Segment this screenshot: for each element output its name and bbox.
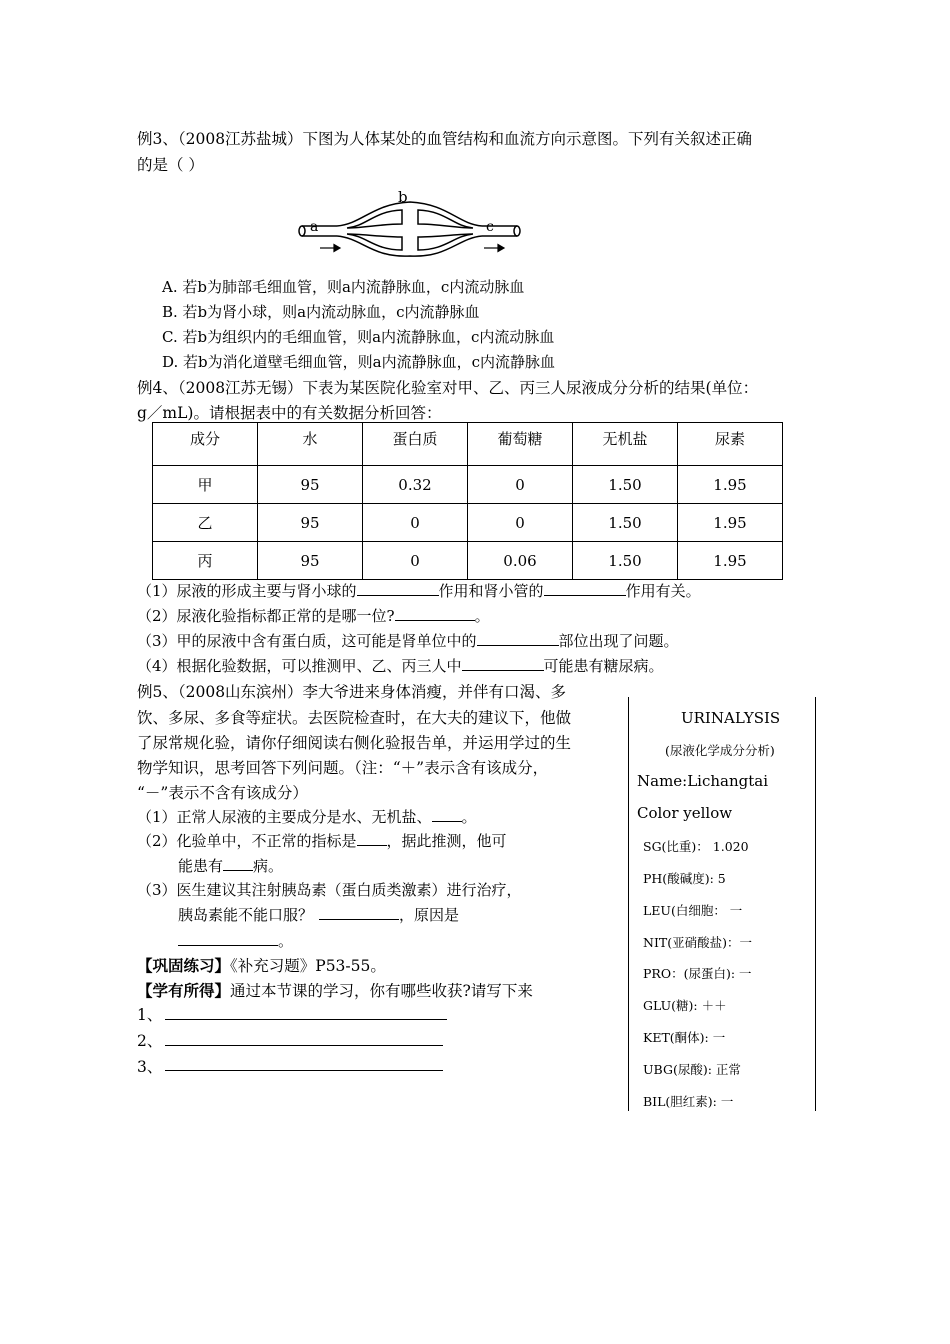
- table-cell: 丙: [153, 542, 258, 580]
- report-item-leu: LEU(白细胞： 一: [643, 903, 743, 918]
- gains-item-1: 1、: [137, 1006, 163, 1024]
- table-cell: 95: [258, 504, 363, 542]
- ex5-q2-blank1[interactable]: [357, 831, 387, 846]
- table-header-row: [153, 423, 783, 466]
- ex4-q3-text2: 部位出现了问题。: [558, 632, 679, 650]
- table-cell: 0: [468, 466, 573, 504]
- table-header-cell: 成分: [153, 423, 258, 466]
- ex3-option-c[interactable]: C. 若b为组织内的毛细血管，则a内流静脉血，c内流动脉血: [162, 328, 555, 346]
- practice-line: [137, 954, 386, 976]
- table-header-cell: 无机盐: [573, 423, 678, 466]
- report-patient-name: Name:Lichangtai: [637, 772, 769, 790]
- gains-text: 通过本节课的学习，你有哪些收获?请写下来: [230, 982, 533, 1000]
- ex3-question-line1: 例3、（2008江苏盐城）下图为人体某处的血管结构和血流方向示意图。下列有关叙述正确: [137, 130, 753, 148]
- ex5-q3-text4: 。: [278, 932, 294, 950]
- ex4-question-line1: 例4、（2008江苏无锡）下表为某医院化验室对甲、乙、丙三人尿液成分分析的结果(单位：: [137, 379, 759, 397]
- table-row: [153, 542, 783, 580]
- ex5-q3-cont: [178, 904, 459, 925]
- gains-line: [137, 979, 533, 1001]
- ex4-q4-blank[interactable]: [462, 656, 544, 671]
- report-item-ket: KET(酮体): 一: [643, 1030, 726, 1045]
- ex5-q1-text2: 。: [461, 808, 477, 826]
- gains-answer-line-1[interactable]: [165, 1019, 447, 1020]
- ex4-q2: [137, 605, 490, 626]
- ex5-q3-cont2: [178, 930, 293, 951]
- table-row: [153, 466, 783, 504]
- urinalysis-report: [628, 697, 816, 1111]
- label-a: a: [310, 219, 319, 235]
- ex5-q2: [137, 830, 507, 851]
- ex5-q2-cont: [178, 855, 283, 876]
- table-cell: 甲: [153, 466, 258, 504]
- ex3-option-d[interactable]: D. 若b为消化道壁毛细血管，则a内流静脉血，c内流静脉血: [162, 353, 555, 371]
- gains-item-2: 2、: [137, 1032, 163, 1050]
- ex5-q2-text: （2）化验单中，不正常的指标是: [137, 832, 357, 850]
- table-header-cell: 蛋白质: [363, 423, 468, 466]
- report-item-sg: SG(比重)： 1.020: [643, 839, 749, 854]
- ex5-q3-blank1[interactable]: [319, 905, 399, 920]
- report-title: URINALYSIS: [681, 709, 781, 727]
- table-cell: 1.95: [678, 504, 783, 542]
- ex4-q3-blank[interactable]: [477, 631, 559, 646]
- table-cell: 95: [258, 466, 363, 504]
- ex5-q1-text: （1）正常人尿液的主要成分是水、无机盐、: [137, 808, 432, 826]
- table-cell: 1.50: [573, 466, 678, 504]
- ex5-q2-text3: 能患有: [178, 857, 224, 875]
- ex3-option-b[interactable]: B. 若b为肾小球，则a内流动脉血，c内流静脉血: [162, 303, 480, 321]
- table-header-cell: 水: [258, 423, 363, 466]
- table-cell: 1.95: [678, 466, 783, 504]
- ex4-q1-blank2[interactable]: [544, 581, 626, 596]
- table-cell: 1.95: [678, 542, 783, 580]
- practice-label: 【巩固练习】: [137, 956, 231, 975]
- ex4-q4-text: （4）根据化验数据，可以推测甲、乙、丙三人中: [137, 657, 462, 675]
- ex4-q2-text: （2）尿液化验指标都正常的是哪一位?: [137, 607, 395, 625]
- label-b: b: [398, 188, 408, 206]
- ex5-q1: [137, 806, 477, 827]
- ex3-question-line2: 的是（ ）: [137, 156, 204, 174]
- report-subtitle: (尿液化学成分分析): [665, 743, 775, 758]
- ex4-q3: [137, 630, 679, 651]
- table-cell: 0: [363, 504, 468, 542]
- ex4-q2-blank[interactable]: [395, 606, 475, 621]
- ex5-q3: （3）医生建议其注射胰岛素（蛋白质类激素）进行治疗，: [137, 881, 522, 899]
- gains-item-3: 3、: [137, 1058, 163, 1076]
- ex5-q2-blank2[interactable]: [223, 856, 253, 871]
- report-item-glu: GLU(糖): ＋＋: [643, 998, 727, 1013]
- ex4-q1-blank1[interactable]: [357, 581, 439, 596]
- ex5-intro-line5: “－”表示不含有该成分）: [137, 784, 308, 802]
- table-cell: 95: [258, 542, 363, 580]
- ex5-intro-line1: 例5、（2008山东滨州）李大爷进来身体消瘦，并伴有口渴、多: [137, 683, 567, 701]
- report-item-nit: NIT(亚硝酸盐)：一: [643, 935, 752, 950]
- table-cell: 1.50: [573, 542, 678, 580]
- ex5-q1-blank[interactable]: [432, 807, 462, 822]
- label-c: c: [486, 219, 494, 235]
- report-item-ubg: UBG(尿酸): 正常: [643, 1062, 741, 1077]
- ex5-intro-line2: 饮、多尿、多食等症状。去医院检查时，在大夫的建议下，他做: [137, 709, 572, 727]
- table-header-cell: 葡萄糖: [468, 423, 573, 466]
- ex4-q4-text2: 可能患有糖尿病。: [543, 657, 664, 675]
- urine-analysis-table: [152, 422, 783, 580]
- ex5-q3-text3: ，原因是: [399, 906, 460, 924]
- report-item-ph: PH(酸碱度): 5: [643, 871, 726, 886]
- practice-text: 《补充习题》P53-55。: [230, 957, 386, 975]
- ex5-q3-blank2[interactable]: [178, 931, 278, 946]
- ex4-q1-text2: 作用和肾小管的: [438, 582, 544, 600]
- gains-answer-line-2[interactable]: [165, 1045, 443, 1046]
- ex5-q3-text2: 胰岛素能不能口服？: [178, 906, 314, 924]
- report-color: Color yellow: [637, 804, 733, 822]
- ex5-q2-text2: ，据此推测，他可: [386, 832, 507, 850]
- blood-vessel-diagram: [292, 186, 532, 258]
- ex5-intro-line3: 了尿常规化验，请你仔细阅读右侧化验报告单，并运用学过的生: [137, 734, 572, 752]
- ex3-option-a[interactable]: A. 若b为肺部毛细血管，则a内流静脉血，c内流动脉血: [162, 278, 525, 296]
- ex4-q2-text2: 。: [474, 607, 490, 625]
- gains-answer-line-3[interactable]: [165, 1070, 443, 1071]
- table-cell: 0.32: [363, 466, 468, 504]
- ex5-intro-line4: 物学知识，思考回答下列问题。（注：“＋”表示含有该成分，: [137, 759, 549, 777]
- report-item-pro: PRO：(尿蛋白): 一: [643, 966, 752, 981]
- table-row: [153, 504, 783, 542]
- table-cell: 0: [363, 542, 468, 580]
- ex4-question-line2: g／mL)。请根据表中的有关数据分析回答：: [137, 404, 442, 422]
- table-header-cell: 尿素: [678, 423, 783, 466]
- ex4-q1-text3: 作用有关。: [625, 582, 701, 600]
- ex4-q4: [137, 655, 664, 676]
- ex4-q3-text: （3）甲的尿液中含有蛋白质，这可能是肾单位中的: [137, 632, 477, 650]
- table-cell: 0: [468, 504, 573, 542]
- report-item-bil: BIL(胆红素): 一: [643, 1094, 734, 1109]
- ex4-q1: [137, 580, 701, 601]
- ex4-q1-text: （1）尿液的形成主要与肾小球的: [137, 582, 357, 600]
- table-cell: 0.06: [468, 542, 573, 580]
- table-cell: 乙: [153, 504, 258, 542]
- ex5-q2-text4: 病。: [253, 857, 284, 875]
- gains-label: 【学有所得】: [137, 981, 231, 1000]
- table-cell: 1.50: [573, 504, 678, 542]
